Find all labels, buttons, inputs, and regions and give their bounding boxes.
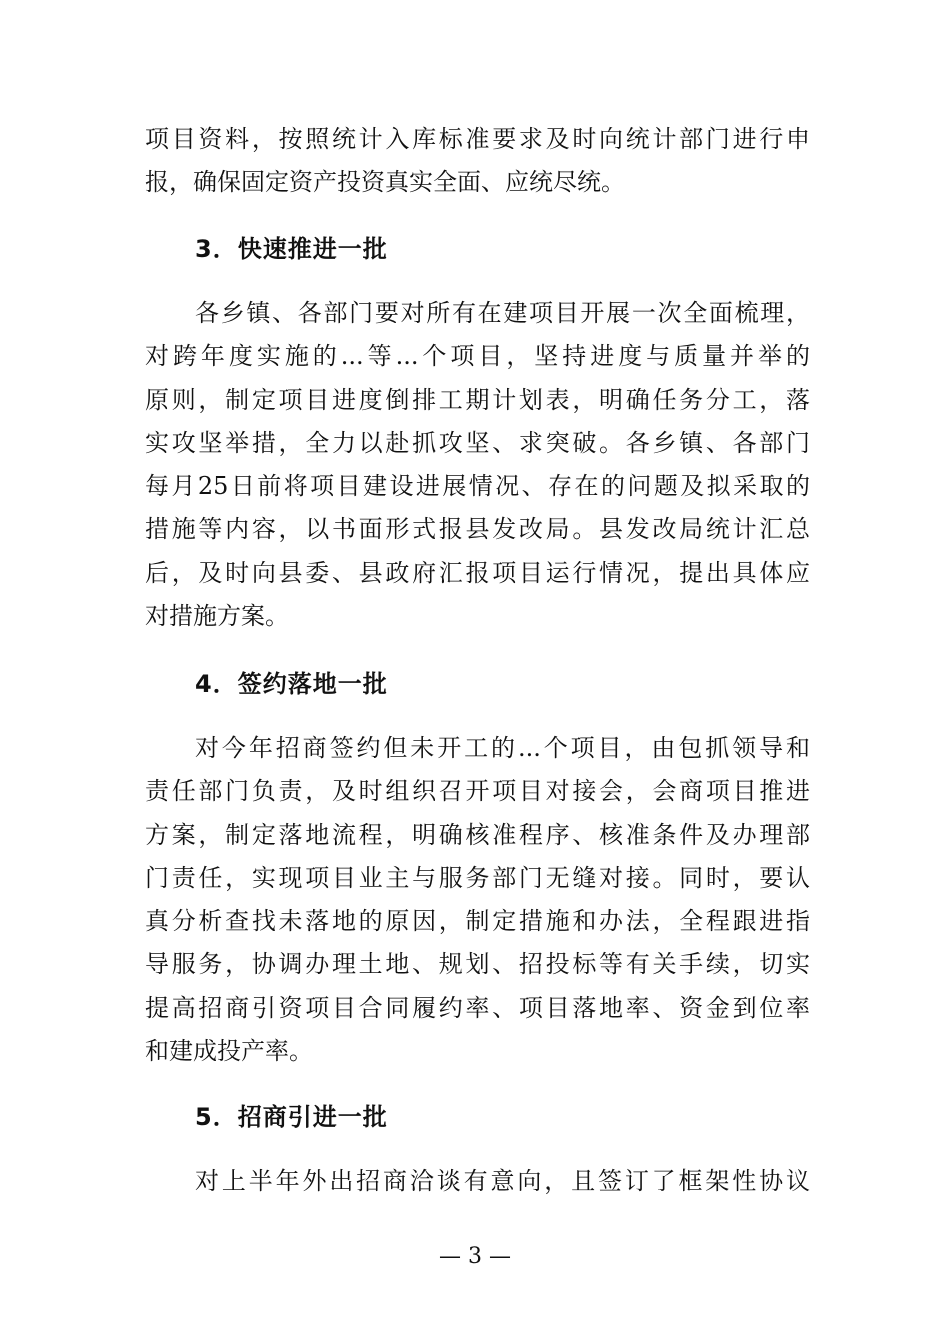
section-5-paragraph <box>145 1160 810 1203</box>
page-number: — 3 — <box>439 1244 511 1269</box>
section-3-paragraph <box>145 292 810 638</box>
text-line: 对跨年度实施的...等...个项目，坚持进度与质量并举的 <box>145 342 810 371</box>
text-line: 项目资料，按照统计入库标准要求及时向统计部门进行申 <box>145 125 810 153</box>
text-line: 责任部门负责，及时组织召开项目对接会，会商项目推进 <box>145 777 810 806</box>
section-4-paragraph <box>145 727 810 1073</box>
text-line: 措施等内容，以书面形式报县发改局。县发改局统计汇总 <box>145 515 810 544</box>
text-line: 后，及时向县委、县政府汇报项目运行情况，提出具体应 <box>145 558 810 587</box>
section-4-heading: 4．签约落地一批 <box>195 670 388 698</box>
text-line: 门责任，实现项目业主与服务部门无缝对接。同时，要认 <box>145 863 810 892</box>
text-line: 和建成投产率。 <box>145 1037 313 1066</box>
text-line: 实攻坚举措，全力以赴抓攻坚、求突破。各乡镇、各部门 <box>145 428 810 457</box>
text-line: 提高招商引资项目合同履约率、项目落地率、资金到位率 <box>145 993 810 1022</box>
text-line: 对今年招商签约但未开工的...个项目，由包抓领导和 <box>195 734 810 762</box>
text-line: 导服务，协调办理土地、规划、招投标等有关手续，切实 <box>145 950 810 979</box>
paragraph-continued <box>145 118 810 205</box>
text-line: 对上半年外出招商洽谈有意向，且签订了框架性协议 <box>195 1167 810 1195</box>
text-line: 原则，制定项目进度倒排工期计划表，明确任务分工，落 <box>145 385 810 414</box>
text-line: 对措施方案。 <box>145 602 289 631</box>
text-line: 各乡镇、各部门要对所有在建项目开展一次全面梳理， <box>195 299 810 327</box>
text-line: 真分析查找未落地的原因，制定措施和办法，全程跟进指 <box>145 907 810 936</box>
text-line: 报，确保固定资产投资真实全面、应统尽统。 <box>145 168 625 197</box>
text-line: 每月25日前将项目建设进展情况、存在的问题及拟采取的 <box>145 472 810 501</box>
section-3-heading: 3．快速推进一批 <box>195 235 388 263</box>
section-5-heading: 5．招商引进一批 <box>195 1103 388 1131</box>
text-line: 方案，制定落地流程，明确核准程序、核准条件及办理部 <box>145 820 810 849</box>
